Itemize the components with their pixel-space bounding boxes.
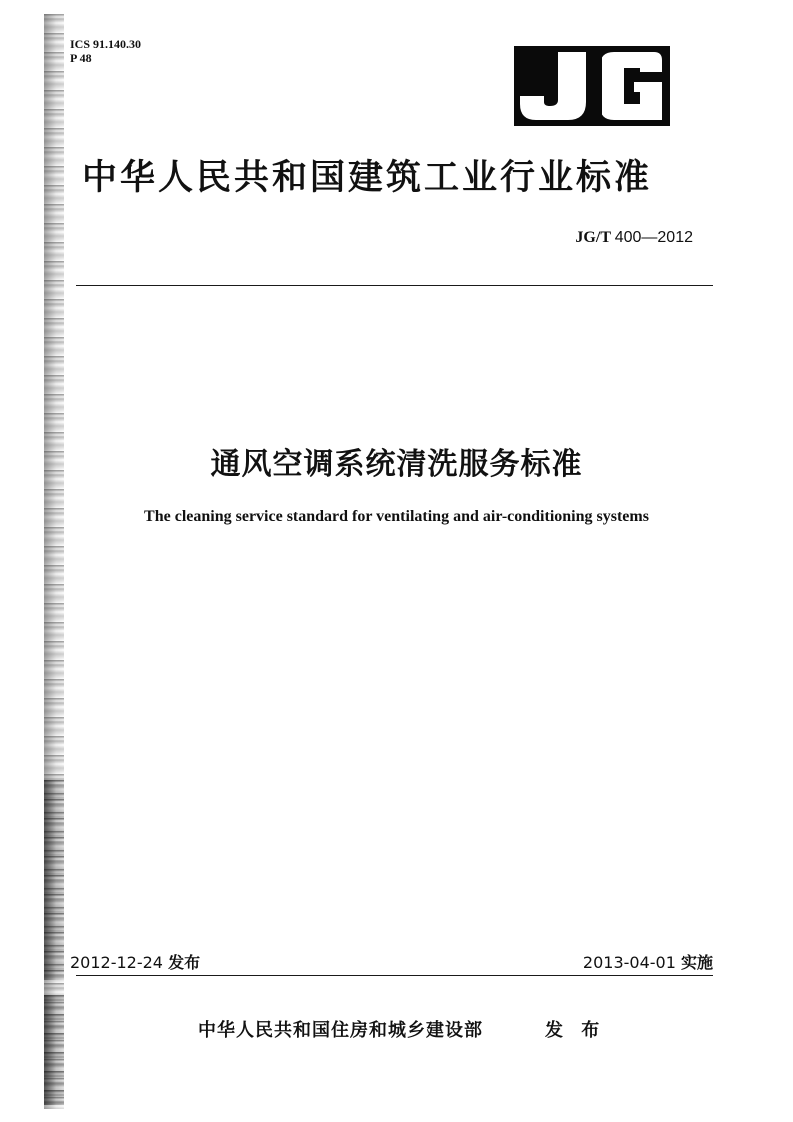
publisher-name: 中华人民共和国住房和城乡建设部 xyxy=(198,1020,483,1041)
standard-prefix: JG/T xyxy=(575,229,611,246)
standard-category-title: 中华人民共和国建筑工业行业标准 xyxy=(82,158,653,198)
issue-date xyxy=(70,950,200,973)
jg-logo-mark xyxy=(514,46,670,126)
class-code: P 48 xyxy=(70,51,92,65)
bottom-divider xyxy=(76,975,713,976)
document-title: 通风空调系统清洗服务标准 xyxy=(210,447,583,482)
publish-verb: 发 布 xyxy=(545,1020,606,1041)
issue-date-label: 发布 xyxy=(168,953,201,972)
implementation-date-value: 2013-04-01 xyxy=(582,953,676,972)
classification-codes xyxy=(70,37,141,65)
scan-edge-shadow xyxy=(44,780,64,980)
implementation-date xyxy=(583,950,713,973)
standard-number xyxy=(575,229,693,247)
implementation-date-label: 实施 xyxy=(680,953,713,972)
top-divider xyxy=(76,285,713,286)
document-subtitle-en: The cleaning service standard for ventilating and air-conditioning systems xyxy=(144,508,649,525)
ics-code: ICS 91.140.30 xyxy=(70,37,142,51)
standard-number-value: 400—2012 xyxy=(614,229,693,246)
jg-logo xyxy=(514,46,670,126)
issue-date-value: 2012-12-24 xyxy=(70,953,163,972)
scan-edge-shadow xyxy=(44,995,64,1105)
